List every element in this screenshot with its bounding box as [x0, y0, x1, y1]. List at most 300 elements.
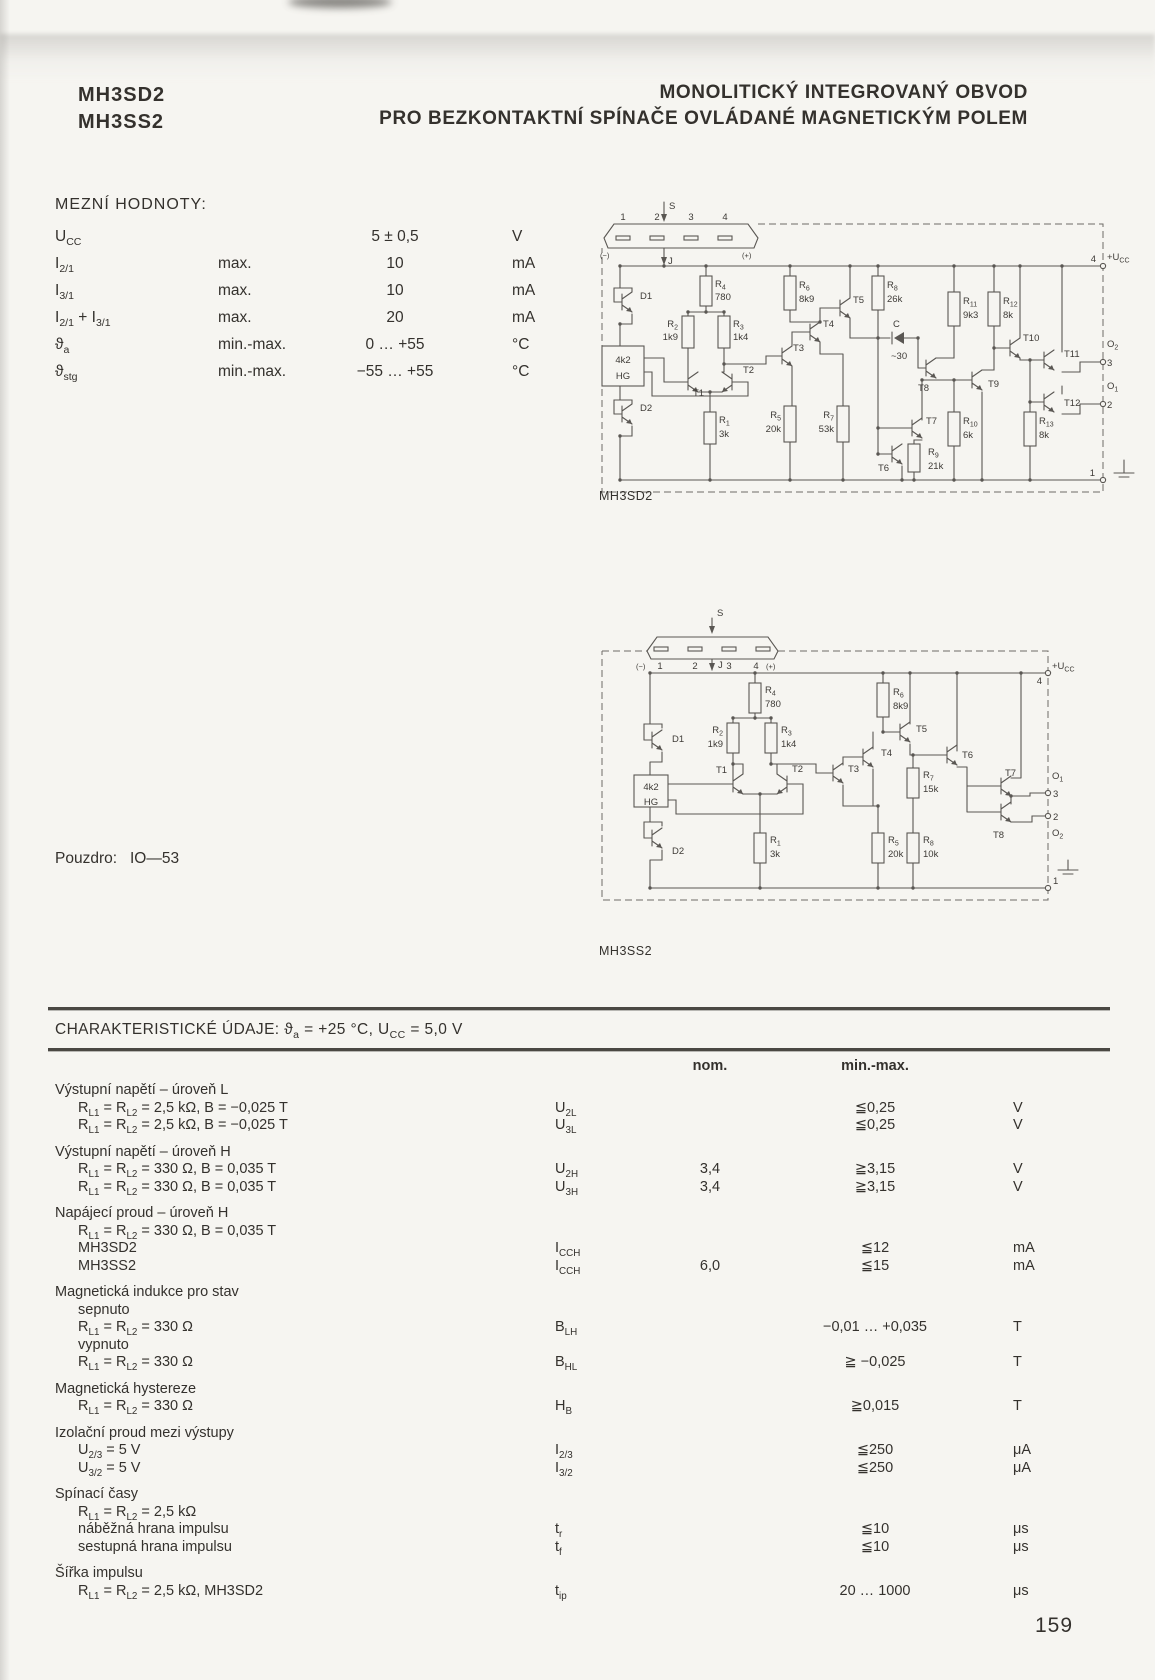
package-outline — [647, 637, 778, 659]
junction-dot — [704, 310, 707, 313]
table-cell: $R_{L1} = R_{L2} = 2,5$ kΩ, B = −0,025 T — [78, 1117, 288, 1136]
table-cell: I — [555, 1240, 560, 1256]
limit-cell: $ϑ_a$ — [55, 336, 70, 357]
table-cell: T — [1013, 1398, 1022, 1414]
label-d2: D2 — [672, 846, 685, 857]
emitter-arrow-icon — [976, 385, 982, 390]
table-cell: R — [78, 1222, 89, 1239]
junction-dot — [708, 390, 711, 393]
resistor-symbol — [749, 683, 761, 713]
resistor-symbol — [718, 316, 730, 348]
label-r10v: 6k — [963, 430, 974, 441]
table-cell: $t_{ip}$ — [555, 1582, 567, 1602]
limit-cell: min.-max. — [218, 363, 287, 380]
table-cell: = 5 V — [102, 1442, 141, 1458]
limit-row — [0, 228, 600, 255]
limit-cell: 10 — [386, 255, 404, 272]
label-c: C — [893, 319, 900, 330]
characteristics-table — [0, 1082, 1155, 1609]
arrowhead-icon — [661, 257, 667, 265]
table-cell: = 330 Ω — [137, 1398, 193, 1414]
char-title: CHARAKTERISTICKÉ ÚDAJE: $ϑ_a = +25$ °C, $U_{CC} = 5,0$ V — [55, 1021, 463, 1042]
label-hg1: 4k2 — [615, 355, 631, 366]
junction-dot — [908, 671, 911, 674]
char-group — [0, 1381, 1155, 1416]
table-cell: $R_{L1} = R_{L2} = 2,5$ kΩ, B = −0,025 T — [78, 1099, 288, 1119]
package-pin — [756, 647, 770, 651]
table-cell: $t_f$ — [555, 1538, 562, 1558]
label-plus: (+) — [742, 251, 752, 260]
table-row — [0, 1354, 1155, 1372]
resistor-symbol — [704, 412, 716, 444]
label-s: S — [669, 201, 676, 212]
table-cell: $U_{3H}$ — [555, 1178, 579, 1198]
resistor-symbol — [948, 412, 960, 446]
resistor-symbol — [907, 768, 919, 798]
junction-dot — [1028, 358, 1031, 361]
label-t2: T2 — [792, 764, 804, 775]
junction-dot — [876, 886, 879, 889]
label-t5: T5 — [916, 724, 928, 735]
label-o1: $O_1$ — [1107, 381, 1119, 394]
junction-dot — [876, 426, 879, 429]
emitter-arrow-icon — [930, 373, 936, 378]
label-r11v: 9k3 — [963, 310, 979, 321]
table-cell: Izolační proud mezi výstupy — [55, 1424, 234, 1441]
junction-dot — [686, 310, 689, 313]
label-g1: 1 — [1053, 876, 1059, 887]
junction-dot — [618, 264, 621, 267]
junction-dot — [952, 478, 955, 481]
char-group — [0, 1082, 1155, 1135]
limit-cell: 0 … +55 — [365, 336, 425, 353]
label-t10: T10 — [1023, 333, 1040, 344]
emitter-arrow-icon — [777, 789, 783, 794]
label-p3: 3 — [688, 212, 694, 223]
char-group — [0, 1205, 1155, 1275]
limit-cell: max. — [218, 282, 252, 299]
table-cell: ≦250 — [856, 1459, 894, 1476]
table-cell: $t_r$ — [555, 1521, 563, 1540]
table-row — [0, 1161, 1155, 1179]
table-cell: MH3SD2 — [78, 1240, 137, 1256]
emitter-arrow-icon — [626, 419, 632, 424]
page-number: 159 — [1035, 1614, 1074, 1637]
label-r2r: $R_2$ — [712, 725, 723, 738]
junction-dot — [618, 322, 621, 325]
table-cell: U — [555, 1178, 566, 1195]
limit-row — [0, 336, 600, 363]
limit-row — [0, 309, 600, 336]
resistor-symbol — [872, 833, 884, 863]
table-cell: V — [1013, 1117, 1023, 1133]
package-label: Pouzdro: — [55, 850, 118, 867]
table-cell: U — [78, 1459, 89, 1476]
table-cell — [78, 1539, 232, 1555]
label-t3: T3 — [793, 343, 805, 354]
emitter-arrow-icon — [904, 737, 910, 742]
label-r7r: $R_7$ — [823, 410, 834, 423]
package-pin — [688, 647, 702, 651]
table-cell: sepnuto — [78, 1301, 130, 1318]
schematic-mh3sd2 — [596, 196, 1141, 496]
label-r3r: $R_3$ — [733, 319, 744, 332]
table-cell: $H_B$ — [555, 1398, 573, 1417]
label-r2v: 1k9 — [662, 332, 678, 343]
emitter-arrow-icon — [814, 337, 820, 342]
label-r3v: 1k4 — [733, 332, 749, 343]
package-pin — [654, 647, 668, 651]
label-r5v: 20k — [765, 424, 781, 435]
label-r7v: 53k — [818, 424, 834, 435]
table-cell: $I_{CCH}$ — [555, 1240, 581, 1259]
junction-dot — [648, 671, 651, 674]
table-cell: $R_{L1} = R_{L2} = 330$ Ω, B = 0,035 T — [78, 1161, 277, 1180]
table-cell: B — [555, 1319, 565, 1335]
table-cell: $U_{3L}$ — [555, 1117, 577, 1136]
table-cell: R — [78, 1117, 89, 1133]
table-cell: $U_{2H}$ — [555, 1161, 579, 1180]
table-cell — [55, 1565, 143, 1581]
table-cell: I — [555, 1459, 560, 1476]
table-row — [0, 1504, 1155, 1522]
junction-dot — [1060, 264, 1063, 267]
table-cell: mA — [1013, 1257, 1035, 1274]
junction-dot — [731, 716, 734, 719]
table-cell: V — [1013, 1178, 1023, 1195]
table-row — [0, 1521, 1155, 1539]
table-cell: T — [1013, 1319, 1022, 1335]
table-cell: = 330 Ω — [137, 1319, 193, 1335]
table-cell: $R_{L1} = R_{L2} = 330$ Ω — [78, 1354, 193, 1373]
junction-dot — [992, 346, 995, 349]
label-o1: $O_1$ — [1052, 771, 1064, 784]
emitter-arrow-icon — [737, 789, 743, 794]
label-r5r: $R_5$ — [770, 410, 781, 423]
junction-dot — [788, 264, 791, 267]
table-cell: $R_{L1} = R_{L2} = 2,5$ kΩ — [78, 1503, 197, 1523]
resistor-symbol — [877, 683, 889, 717]
table-cell: = R — [99, 1582, 127, 1599]
table-cell: ≧ −0,025 — [844, 1354, 906, 1370]
emitter-arrow-icon — [1014, 353, 1020, 358]
label-ucc: $+U_{CC}$ — [1107, 252, 1130, 265]
junction-dot — [980, 478, 983, 481]
label-s: S — [717, 608, 724, 619]
emitter-arrow-icon — [867, 762, 873, 767]
scan-artifact-top — [0, 34, 1155, 80]
label-r4v: 780 — [715, 292, 731, 303]
table-cell: = R — [99, 1099, 127, 1116]
label-plus: (+) — [766, 662, 776, 671]
junction-dot — [1028, 478, 1031, 481]
junction-dot — [881, 730, 884, 733]
table-cell: sestupná hrana impulsu — [78, 1538, 232, 1555]
table-cell: $R_{L1} = R_{L2} = 330$ Ω — [78, 1398, 193, 1417]
label-p4: 4 — [753, 661, 759, 672]
table-row — [0, 1381, 1155, 1399]
label-out2: 2 — [1053, 812, 1059, 823]
table-cell: Magnetická indukce pro stav — [55, 1284, 239, 1300]
table-cell: t — [555, 1582, 560, 1599]
char-group — [0, 1425, 1155, 1478]
label-d2: D2 — [640, 403, 653, 414]
table-cell: ≦15 — [860, 1257, 890, 1274]
label-j: J — [718, 660, 723, 671]
table-row — [0, 1425, 1155, 1443]
junction-dot — [818, 320, 821, 323]
label-r4r: $R_4$ — [765, 685, 776, 698]
limit-cell: mA — [512, 282, 536, 299]
label-r13r: $R_{13}$ — [1039, 416, 1054, 429]
table-cell: μA — [1013, 1442, 1032, 1458]
table-cell: Výstupní napětí – úroveň H — [55, 1143, 231, 1160]
table-cell: = 2,5 kΩ — [137, 1503, 197, 1520]
rule-top — [48, 1007, 1110, 1010]
junction-dot — [648, 886, 651, 889]
table-cell — [55, 1082, 228, 1098]
resistor-symbol — [784, 406, 796, 442]
label-r6r: $R_6$ — [799, 280, 810, 293]
emitter-arrow-icon — [951, 760, 957, 765]
label-cv: ~30 — [891, 351, 908, 362]
label-r10r: $R_{10}$ — [963, 416, 978, 429]
label-j: J — [668, 256, 673, 267]
label-t3: T3 — [848, 764, 860, 775]
limits-table — [0, 228, 600, 398]
table-cell: = 2,5 kΩ, B = −0,025 T — [137, 1117, 288, 1133]
table-row — [0, 1100, 1155, 1118]
table-cell: = R — [99, 1178, 127, 1195]
label-t5: T5 — [853, 295, 865, 306]
label-p3: 3 — [726, 661, 732, 672]
label-o2: $O_2$ — [1052, 828, 1064, 841]
resistor-symbol — [837, 406, 849, 442]
junction-dot — [900, 478, 903, 481]
label-p4: 4 — [722, 212, 728, 223]
table-cell: Napájecí proud – úroveň H — [55, 1205, 229, 1221]
rule-mid — [48, 1048, 1110, 1051]
arrowhead-icon — [709, 626, 715, 634]
emitter-arrow-icon — [1005, 817, 1011, 822]
part-number-1: MH3SD2 — [78, 84, 166, 106]
table-cell: $U_{2/3} = 5$ V — [78, 1442, 141, 1461]
junction-dot — [992, 264, 995, 267]
table-row — [0, 1337, 1155, 1355]
label-r2r: $R_2$ — [667, 319, 678, 332]
emitter-arrow-icon — [896, 459, 902, 464]
label-r3r: $R_3$ — [781, 725, 792, 738]
emitter-arrow-icon — [844, 313, 850, 318]
package-pin — [684, 236, 698, 240]
label-r1v: 3k — [770, 849, 781, 860]
label-r12v: 8k — [1003, 310, 1014, 321]
table-cell: 3,4 — [699, 1161, 721, 1177]
resistor-symbol — [754, 833, 766, 863]
table-cell: = 330 Ω, B = 0,035 T — [137, 1178, 277, 1195]
table-cell: ≧3,15 — [854, 1178, 896, 1195]
table-cell — [78, 1521, 229, 1537]
limit-cell: $I_{3/1}$ — [55, 282, 74, 303]
limit-cell: $U_{CC}$ — [55, 228, 82, 249]
label-t4: T4 — [881, 748, 893, 759]
junction-dot — [876, 804, 879, 807]
limit-cell: −55 … +55 — [356, 363, 434, 380]
label-p1: 1 — [657, 661, 663, 672]
table-cell: μs — [1013, 1538, 1029, 1555]
col-header-nom: nom. — [692, 1058, 728, 1074]
package-pin — [718, 236, 732, 240]
label-hg2: HG — [643, 797, 659, 808]
label-out2: 2 — [1107, 400, 1113, 411]
label-r9v: 21k — [928, 461, 944, 472]
terminal — [1045, 813, 1050, 818]
table-row — [0, 1539, 1155, 1557]
table-cell — [78, 1240, 137, 1256]
label-r6v: 8k9 — [799, 294, 815, 305]
resistor-symbol — [700, 276, 712, 306]
label-p2: 2 — [692, 661, 698, 672]
label-r8v: 26k — [887, 294, 903, 305]
limit-cell: max. — [218, 255, 252, 272]
limit-row — [0, 363, 600, 390]
label-t8: T8 — [993, 830, 1005, 841]
junction-dot — [769, 762, 772, 765]
capacitor-symbol — [894, 332, 904, 344]
arrowhead-icon — [661, 214, 667, 222]
table-cell — [55, 1425, 234, 1441]
junction-dot — [920, 378, 923, 381]
table-cell: $B_{LH}$ — [555, 1319, 578, 1338]
resistor-symbol — [907, 833, 919, 863]
label-t7: T7 — [1005, 768, 1017, 779]
label-ucc4: 4 — [1036, 676, 1042, 687]
table-cell: B — [555, 1354, 565, 1370]
junction-dot — [722, 310, 725, 313]
junction-dot — [881, 671, 884, 674]
table-cell: 20 … 1000 — [839, 1582, 911, 1599]
table-cell: R — [78, 1319, 89, 1335]
label-minus: (−) — [600, 251, 610, 260]
terminal — [1045, 670, 1050, 675]
table-row — [0, 1319, 1155, 1337]
doc-title-line2: PRO BEZKONTAKTNÍ SPÍNAČE OVLÁDANÉ MAGNETICKÝM POLEM — [379, 108, 1028, 129]
table-cell: = 330 Ω, B = 0,035 T — [137, 1161, 277, 1177]
label-p1: 1 — [620, 212, 626, 223]
label-t9: T9 — [988, 379, 1000, 390]
table-row — [0, 1205, 1155, 1223]
label-ucc4: 4 — [1090, 254, 1096, 265]
table-cell — [55, 1205, 228, 1221]
label-t2: T2 — [743, 365, 755, 376]
emitter-arrow-icon — [786, 361, 792, 366]
label-t1: T1 — [716, 765, 728, 776]
table-cell: ≧3,15 — [854, 1161, 896, 1177]
label-hg1: 4k2 — [643, 782, 659, 793]
limit-cell: $I_{2/1}$ — [55, 255, 74, 276]
table-cell: R — [78, 1582, 89, 1599]
table-cell: $R_{L1} = R_{L2} = 330$ Ω — [78, 1319, 193, 1338]
junction-dot — [911, 886, 914, 889]
table-cell: $I_{3/2}$ — [555, 1459, 573, 1479]
table-row — [0, 1565, 1155, 1583]
limit-row — [0, 255, 600, 282]
table-cell: = R — [99, 1503, 127, 1520]
label-r5r: $R_5$ — [888, 835, 899, 848]
table-cell: $I_{2/3}$ — [555, 1442, 573, 1461]
limit-cell: min.-max. — [218, 336, 287, 353]
package-pin — [722, 647, 736, 651]
resistor-symbol — [1024, 412, 1036, 446]
table-cell: T — [1013, 1354, 1022, 1370]
junction-dot — [952, 264, 955, 267]
table-cell: $I_{CCH}$ — [555, 1257, 581, 1277]
label-r8r: $R_8$ — [923, 835, 934, 848]
junction-dot — [1009, 794, 1012, 797]
table-row — [0, 1144, 1155, 1162]
limit-cell: 20 — [386, 309, 404, 326]
resistor-symbol — [948, 292, 960, 326]
part-number-2: MH3SS2 — [78, 111, 165, 133]
label-r12r: $R_{12}$ — [1003, 296, 1018, 309]
junction-dot — [876, 336, 879, 339]
label-r4v: 780 — [765, 699, 781, 710]
scan-artifact-smudge — [288, 0, 392, 8]
table-row — [0, 1583, 1155, 1601]
junction-dot — [618, 434, 621, 437]
table-cell: = R — [99, 1222, 127, 1239]
table-cell: −0,01 … +0,035 — [823, 1319, 927, 1335]
label-d1: D1 — [672, 734, 685, 745]
emitter-arrow-icon — [916, 433, 922, 438]
package-value: IO—53 — [129, 850, 180, 867]
table-row — [0, 1223, 1155, 1241]
table-cell: Spínací časy — [55, 1486, 139, 1502]
junction-dot — [1028, 400, 1031, 403]
label-r6v: 8k9 — [893, 701, 909, 712]
junction-dot — [916, 336, 919, 339]
table-row — [0, 1442, 1155, 1460]
table-cell: R — [78, 1161, 89, 1177]
limit-cell: $ϑ_{stg}$ — [55, 363, 78, 384]
package-pin — [650, 236, 664, 240]
terminal — [1100, 401, 1105, 406]
emitter-arrow-icon — [1048, 365, 1054, 370]
label-t7: T7 — [926, 416, 938, 427]
label-ucc: $+U_{CC}$ — [1052, 661, 1075, 674]
table-cell: R — [78, 1099, 89, 1116]
circuit-border — [602, 651, 1048, 900]
label-r5v: 20k — [888, 849, 904, 860]
char-group — [0, 1144, 1155, 1197]
table-row — [0, 1460, 1155, 1478]
arrowhead-icon — [709, 663, 715, 671]
limit-cell: 5 ± 0,5 — [371, 228, 419, 245]
limit-cell: max. — [218, 309, 252, 326]
label-r4r: $R_4$ — [715, 279, 726, 292]
terminal — [1100, 263, 1105, 268]
limit-cell: V — [512, 228, 523, 245]
label-r8r: $R_8$ — [887, 280, 898, 293]
table-cell: U — [555, 1099, 566, 1116]
table-cell: = 5 V — [102, 1459, 141, 1476]
table-cell: ≦10 — [860, 1521, 890, 1537]
label-minus: (−) — [636, 662, 646, 671]
terminal — [1100, 477, 1105, 482]
junction-dot — [1019, 671, 1022, 674]
junction-dot — [708, 478, 711, 481]
junction-dot — [955, 671, 958, 674]
